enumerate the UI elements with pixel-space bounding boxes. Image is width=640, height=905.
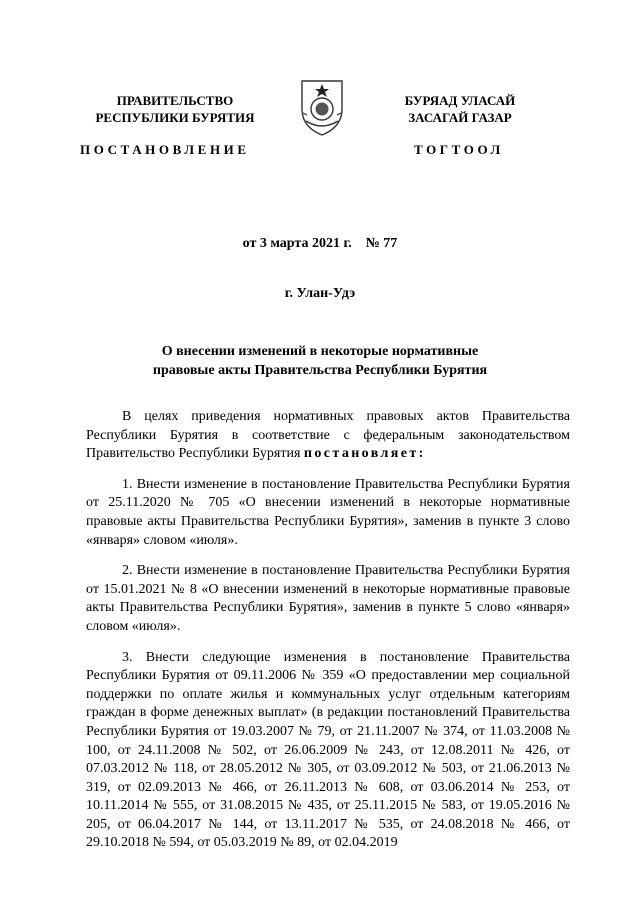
- issuer-line-1: ПРАВИТЕЛЬСТВО: [116, 93, 234, 108]
- issuer-block-buryat: [360, 92, 560, 126]
- document-body: [86, 408, 570, 853]
- document-title: [0, 342, 640, 380]
- title-line-1: О внесении изменений в некоторые нормативные: [161, 344, 479, 359]
- issuer-bur-line-1: БУРЯАД УЛАСАЙ: [404, 93, 516, 108]
- paragraph-1: 1. Внести изменение в постановление Правительства Республики Бурятия от 25.11.2020 № 705 «О внесении изменений в некоторые нормативные правовые акты Правительства Республики Бурятия», заменив в пункте 3 слово «января» словом «июля».: [86, 476, 570, 548]
- paragraph-2: 2. Внести изменение в постановление Правительства Республики Бурятия от 15.01.2021 № 8 «О внесении изменений в некоторые нормативные правовые акты Правительства Республики Бурятия», заменив в пункте 5 слово «января» словом «июля».: [86, 563, 570, 634]
- doc-type-russian: ПОСТАНОВЛЕНИЕ: [80, 142, 250, 157]
- intro-paragraph: [86, 408, 570, 464]
- issuer-block-russian: [60, 92, 290, 126]
- issuer-line-2: РЕСПУБЛИКИ БУРЯТИЯ: [95, 110, 255, 125]
- resolves-word: постановляет:: [303, 446, 426, 462]
- city: г. Улан-Удэ: [284, 286, 356, 301]
- doc-type-buryat: ТОГТООЛ: [414, 142, 504, 157]
- buryatia-coat-of-arms-icon: [298, 75, 346, 137]
- paragraph-3: 3. Внести следующие изменения в постановление Правительства Республики Бурятия от 09.11.2006 № 359 «О предоставлении мер социальной поддержки по оплате жилья и коммунальных услуг отдельным категориям граждан в форме денежных выплат» (в редакции постановлений Правительства Республики Бурятия от 19.03.2007 № 79, от 21.11.2007 № 374, от 11.03.2008 № 100, от 24.11.2008 № 502, от 26.06.2009 № 243, от 12.08.2011 № 426, от 07.03.2012 № 118, от 28.05.2012 № 305, от 03.09.2012 № 503, от 21.06.2013 № 319, от 02.09.2013 № 466, от 26.11.2013 № 608, от 03.06.2014 № 253, от 10.11.2014 № 555, от 31.08.2015 № 435, от 25.11.2015 № 583, от 19.05.2016 № 205, от 06.04.2017 № 144, от 13.11.2017 № 535, от 24.08.2018 № 466, от 29.10.2018 № 594, от 05.03.2019 № 89, от 02.04.2019: [86, 649, 570, 851]
- intro-text: В целях приведения нормативных правовых актов Правительства Республики Бурятия в соответствие с федеральным законодательством Правительство Республики Бурятия: [86, 409, 570, 462]
- issuer-bur-line-2: ЗАСАГАЙ ГАЗАР: [408, 110, 512, 125]
- title-line-2: правовые акты Правительства Республики Бурятия: [152, 363, 488, 378]
- date-and-number: от 3 марта 2021 г. № 77: [242, 236, 398, 251]
